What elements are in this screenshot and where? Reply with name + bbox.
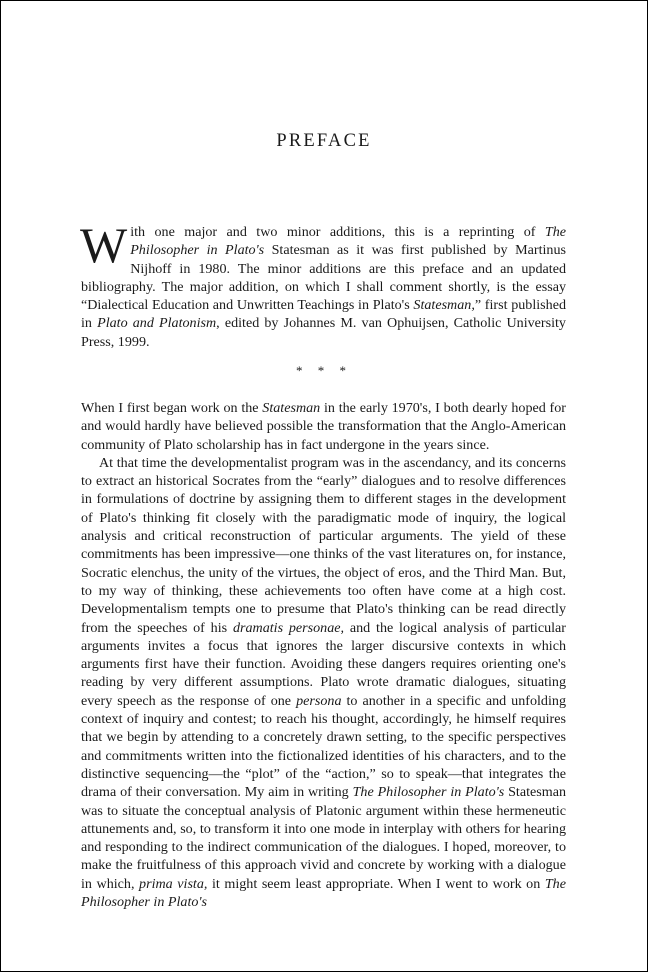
intro-paragraph bbox=[80, 217, 567, 351]
italic-run: The Philosopher in Plato's bbox=[352, 784, 505, 801]
text-run: When I first began work on the bbox=[81, 400, 263, 416]
paragraph bbox=[81, 399, 566, 454]
work-title-italic: Statesman, bbox=[413, 297, 475, 314]
text-run: in the early 1970's, I both dearly hoped for and would hardly have believed possible the transformation that the Anglo-American community of Plato scholarship has in fact undergone in the years since. bbox=[81, 400, 566, 453]
intro-text: , edited by Johannes M. van Ophuijsen, Catholic University Press, 1999. bbox=[81, 315, 566, 350]
text-run: At that time the developmentalist program was in the ascendancy, and its concerns to extract an historical Socrates from the “early” dialogues and to resolve differences in formulations of doctrine by assigning them to different stages in the development of Plato's thinking fit closely with the paradigmatic mode of inquiry, the logical analysis and critical reconstruction of particular arguments. The yield of these commitments has been impressive—one thinks of the vast literatures on, for instance, Socratic elenchus, the unity of the virtues, the object of eros, and the Third Man. But, to my way of thinking, these achievements too often have come at a high cost. Developmentalism tempts one to presume that Plato's thinking can be read directly from the speeches of his bbox=[81, 454, 566, 636]
page-title: PREFACE bbox=[276, 131, 372, 151]
italic-run: dramatis personae, bbox=[232, 619, 345, 636]
intro-text: ” first published in bbox=[81, 297, 567, 332]
section-separator: * * * bbox=[296, 363, 352, 378]
text-run: and the logical analysis of particular arguments invites a focus that ignores the larger discursive contexts in which arguments first have their function. Avoiding these dangers requires orienting one's reading by very different assumptions. Plato wrote dramatic dialogues, situating every speech as the response of one bbox=[81, 619, 566, 709]
text-run: Statesman was to situate the conceptual analysis of Platonic argument within these hermeneutic attunements and, so, to transform it into one mode in interplay with others for hearing and responding to the indirect communication of the dialogues. I hoped, moreover, to make the fruitfulness of this approach vivid and concrete by working with a dialogue in which, bbox=[81, 784, 566, 892]
intro-text: Statesman as it was first published by Martinus Nijhoff in 1980. The minor additions are this preface and an updated bibliography. The major addition, on which I shall comment shortly, is the essay “Dialectical Education and Unwritten Teachings in Plato's bbox=[81, 242, 566, 314]
italic-run: The Philosopher in Plato's bbox=[81, 875, 566, 911]
intro-text: ith one major and two minor additions, this is a reprinting of bbox=[130, 224, 545, 240]
italic-run: Statesman bbox=[262, 400, 321, 416]
italic-run: persona bbox=[296, 692, 342, 709]
drop-cap: W bbox=[80, 217, 128, 273]
book-title-italic: The Philosopher in Plato's bbox=[130, 224, 566, 259]
text-run: it might seem least appropriate. When I went to work on bbox=[207, 875, 545, 892]
italic-run: prima vista, bbox=[139, 875, 208, 892]
text-run: to another in a specific and unfolding context of inquiry and contest; to reach his thought, accordingly, he himself requires that we begin by attending to a concretely drawn setting, to the specific perspectives and commitments written into the fictionalized identities of his characters, and to the distinctive sequencing—the “plot” of the “action,” so to speak—that integrates the drama of their conversation. My aim in writing bbox=[81, 692, 566, 801]
book-title-italic: Plato and Platonism bbox=[97, 315, 217, 332]
paragraph bbox=[81, 454, 566, 911]
body-text bbox=[81, 399, 566, 911]
